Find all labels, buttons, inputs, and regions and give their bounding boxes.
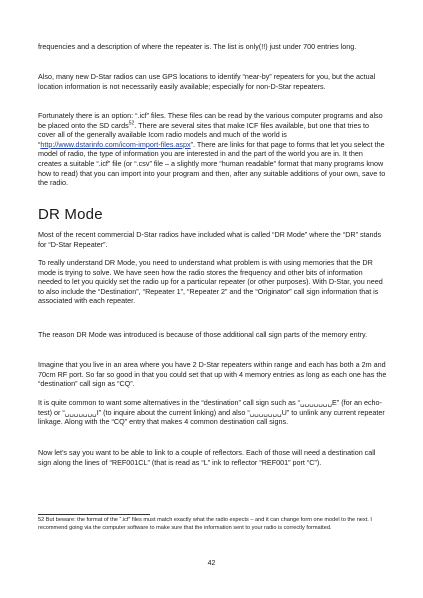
paragraph-understanding-dr: To really understand DR Mode, you need to understand what problem is with using memories that the DR mode is trying to solve. We have seen how the radio stores the frequency and other bits of information needed to let you quickly set the radio up for a particular repeater (or other purposes). With D-Star, you need to also include the “Destination”, “Repeater 1”, “Repeater 2” and the “Originator” call sign information that is associated with each repeater.: [38, 258, 383, 306]
icf-text-3: ”. There are links for that page to forms that let you select the model of radio, the type of information you are interested in and the part of the world you are in. It then creates a suitable “.icf” file (or “.csv” file – a slightly more “human readable” format that many programs know how to read) that you can import into your program and then, after any suitable additions of your own, save to the radio.: [38, 139, 386, 188]
paragraph-icf-files: [38, 111, 388, 188]
paragraph-destination-alternatives: It is quite common to want some alternatives in the “destination” call sign such as “␣␣␣␣␣␣␣E” (for an echo-test) or “␣␣␣␣␣␣␣I” (to inquire about the current linking) and also “␣␣␣␣␣␣␣U” to unlink any current repeater linkage. Along with the “CQ” entry that makes 4 common destination call signs.: [38, 398, 385, 427]
footnote-52: 52 But beware: the format of the “.icf” files must match exactly what the radio expects – and it can change form one model to the next. I recommend going via the computer software to make sure that the information sent to your radio is correctly formatted.: [38, 517, 372, 531]
footnote-reference[interactable]: 52: [128, 120, 135, 127]
paragraph-reason-dr: The reason DR Mode was introduced is because of those additional call sign parts of the memory entry.: [38, 330, 368, 339]
dstarinfo-link[interactable]: http://www.dstarinfo.com/icom-import-files.aspx: [40, 139, 191, 149]
paragraph-reflectors: Now let’s say you want to be able to link to a couple of reflectors. Each of those will need a destination call sign along the lines of “REF001CL” (that is read as “L” ink to reflector “REF001” port “C”).: [38, 448, 376, 467]
footnote-divider: [38, 514, 150, 515]
icf-text-1: Fortunately there is an option: “.icf” files. These files can be read by the various computer programs and also be placed onto the SD cards: [38, 111, 383, 130]
section-heading-dr-mode: DR Mode: [38, 206, 103, 223]
page-number: 42: [207, 560, 216, 567]
paragraph-repeater-list: frequencies and a description of where the repeater is. The list is only(!!) just under 700 entries long.: [38, 42, 357, 51]
paragraph-imagine-repeaters: Imagine that you live in an area where you have 2 D-Star repeaters within range and each has both a 2m and 70cm RF port. So far so good in that you could set that up with 4 memory entries as long as each one has the “destination” call sign as “CQ”.: [38, 360, 387, 389]
paragraph-gps-locations: Also, many new D-Star radios can use GPS locations to identify “near-by” repeaters for you, but the actual location information is not necessarily easily available; especially for non-D-Star repeaters.: [38, 72, 376, 91]
icf-text-2: . There are several sites that make ICF files available, but one that tries to cover all of the generally available Icom radio models and much of the world is “: [38, 120, 370, 149]
paragraph-dr-mode-intro: Most of the recent commercial D-Star radios have included what is called “DR Mode” where the “DR” stands for “D-Star Repeater”.: [38, 230, 382, 249]
